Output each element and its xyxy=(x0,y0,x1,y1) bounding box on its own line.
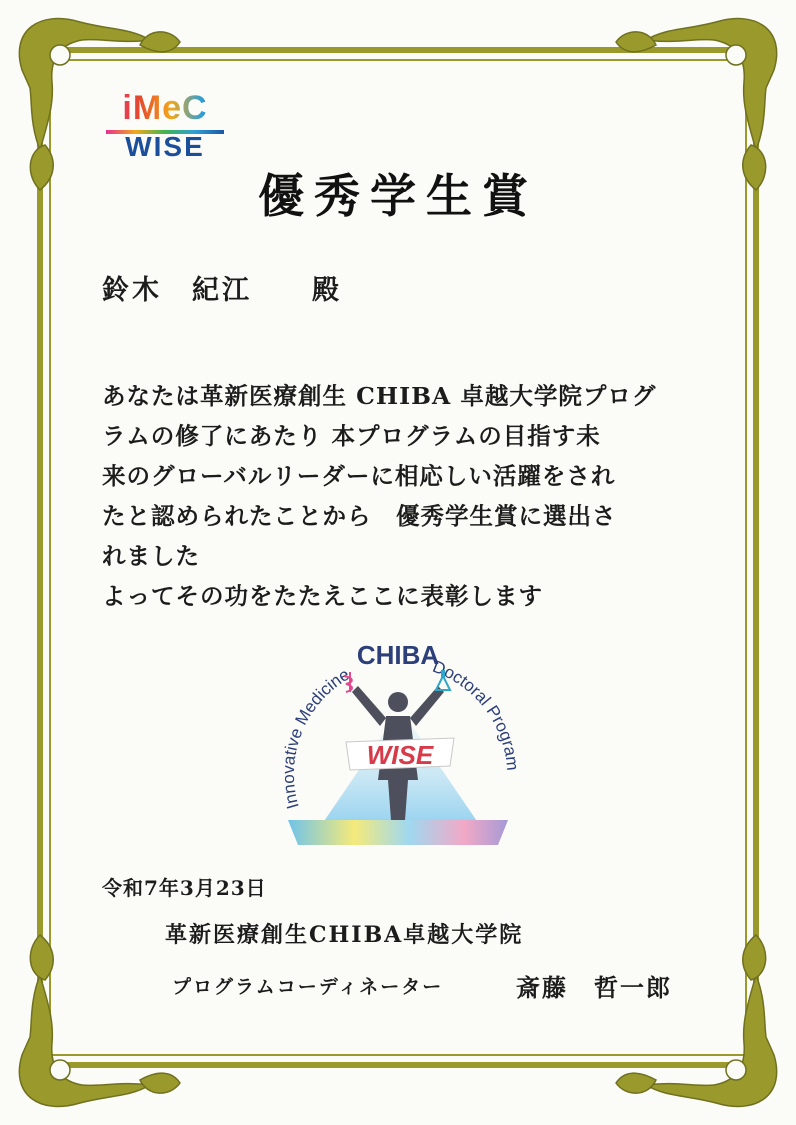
certificate-body xyxy=(102,376,682,616)
award-date: 令和7年3月23日 xyxy=(102,876,267,900)
coordinator-name: 斎藤 哲一郎 xyxy=(516,973,672,1002)
corner-ornament-bottom-right xyxy=(616,935,777,1106)
logo-wise-text: WISE xyxy=(125,131,205,162)
body-line: よってその功をたたえここに表彰します xyxy=(102,582,543,610)
corner-ornament-bottom-left xyxy=(19,935,180,1106)
emblem-wise-badge xyxy=(346,738,454,770)
imec-wise-logo xyxy=(100,88,230,160)
emblem-wise-text: WISE xyxy=(366,740,434,770)
body-line: たと認められたことから 優秀学生賞に選出さ xyxy=(102,502,617,530)
recipient-name: 鈴木 紀江 殿 xyxy=(102,275,342,306)
emblem-arc-right-text: Doctoral Program xyxy=(430,656,523,772)
body-line: 来のグローバルリーダーに相応しい活躍をされ xyxy=(102,462,616,490)
body-line: れました xyxy=(102,542,200,570)
emblem-chiba-text: CHIBA xyxy=(356,640,440,670)
institution-name: 革新医療創生CHIBA卓越大学院 xyxy=(165,922,524,948)
emblem-stage xyxy=(288,820,508,845)
program-emblem xyxy=(258,630,538,860)
emblem-arc-left-text: Innovative Medicine xyxy=(278,664,353,812)
logo-imec-text: iMeC xyxy=(100,88,230,128)
certificate-title: 優秀学生賞 xyxy=(258,169,538,223)
body-line: ラムの修了にあたり 本プログラムの目指す未 xyxy=(102,422,601,450)
body-line: あなたは革新医療創生 CHIBA 卓越大学院プログ xyxy=(102,382,657,410)
coordinator-title: プログラムコーディネーター xyxy=(172,976,444,998)
